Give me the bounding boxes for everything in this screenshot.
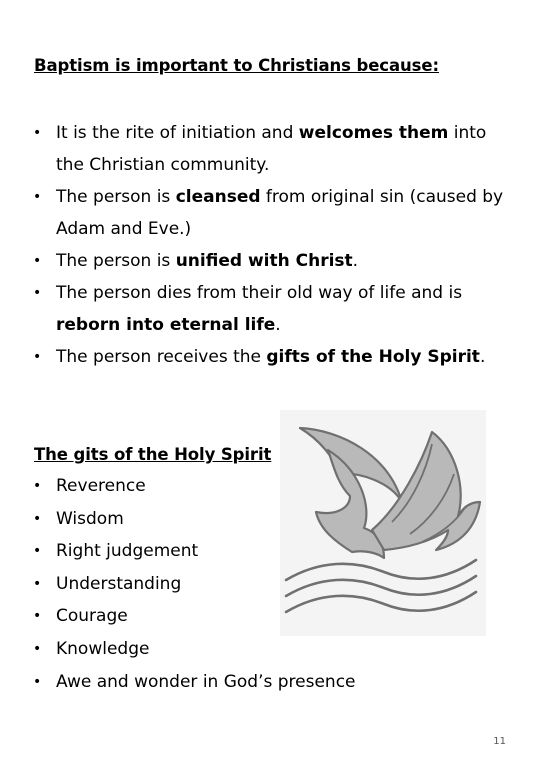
list-item: [33, 245, 513, 277]
item-text: into the Christian community.: [56, 123, 487, 175]
page-number: 11: [493, 736, 506, 747]
item-emphasis: cleansed: [175, 187, 261, 207]
bullet-icon: •: [33, 543, 42, 560]
item-text: The person dies from their old way of life and is: [56, 283, 463, 303]
item-text: The person is: [56, 251, 176, 271]
section-heading-importance: Baptism is important to Christians because:: [34, 56, 439, 75]
bullet-icon: •: [33, 125, 42, 141]
gift-label: Right judgement: [56, 541, 199, 562]
item-text: from original sin (caused by Adam and Eve.): [56, 187, 504, 239]
gift-label: Awe and wonder in God’s presence: [56, 671, 356, 692]
list-item: [33, 277, 513, 341]
list-item: [33, 539, 393, 563]
item-text: The person is: [56, 187, 176, 207]
list-item: [33, 474, 393, 498]
bullet-icon: •: [33, 608, 42, 625]
list-item: [33, 341, 513, 373]
bullet-icon: •: [33, 510, 42, 527]
gift-label: Understanding: [56, 573, 182, 594]
bullet-icon: •: [33, 253, 42, 269]
gift-label: Courage: [56, 606, 128, 627]
bullet-icon: •: [33, 575, 42, 592]
item-emphasis: gifts of the Holy Spirit: [266, 347, 480, 367]
bullet-icon: •: [33, 640, 42, 657]
item-text: .: [352, 251, 359, 271]
list-item: [33, 572, 393, 596]
bullet-icon: •: [33, 349, 42, 365]
bullet-icon: •: [33, 285, 42, 301]
item-text: The person receives the: [56, 347, 267, 367]
list-item: [33, 604, 393, 628]
item-emphasis: unified with Christ: [175, 251, 353, 271]
item-text: .: [479, 347, 486, 367]
item-emphasis: reborn into eternal life: [56, 315, 276, 335]
gift-label: Reverence: [56, 476, 146, 496]
section-heading-gifts: The gits of the Holy Spirit: [34, 445, 272, 464]
list-item: [33, 181, 513, 245]
gift-label: Wisdom: [56, 508, 124, 529]
list-item: [33, 637, 393, 661]
gifts-list: [33, 474, 393, 702]
list-item: [33, 670, 393, 694]
item-emphasis: welcomes them: [298, 123, 449, 143]
list-item: [33, 507, 393, 531]
bullet-icon: •: [33, 673, 42, 690]
importance-list: [33, 117, 513, 373]
bullet-icon: •: [33, 189, 42, 205]
item-text: It is the rite of initiation and: [56, 123, 299, 143]
bullet-icon: •: [33, 478, 42, 494]
item-text: .: [275, 315, 281, 335]
gift-label: Knowledge: [56, 638, 150, 659]
list-item: [33, 117, 513, 181]
